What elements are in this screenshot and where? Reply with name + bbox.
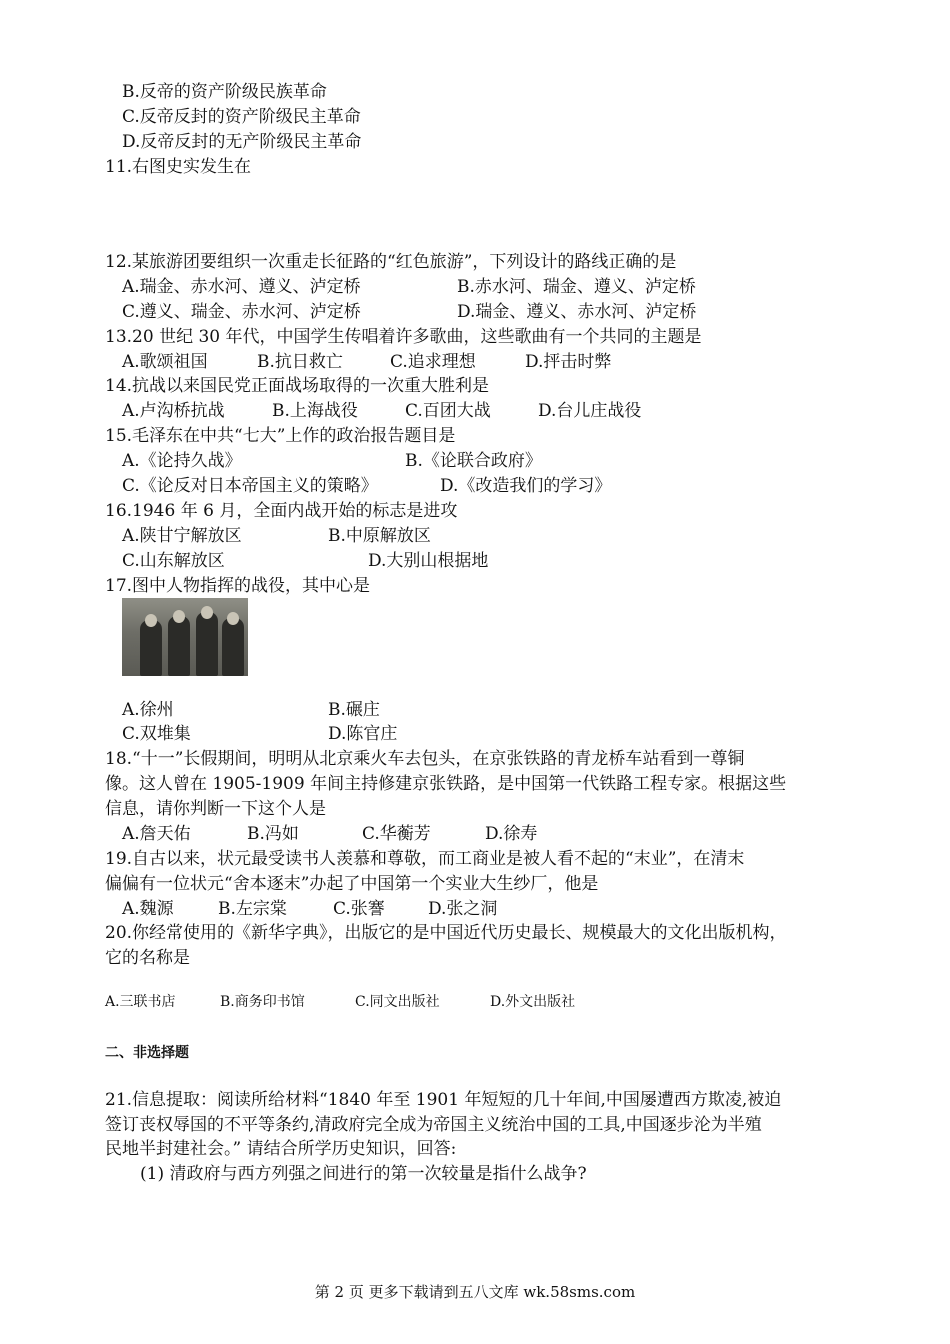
q16-stem: 16.1946 年 6 月，全面内战开始的标志是进攻 <box>105 501 458 521</box>
photo-figure <box>222 618 244 676</box>
q10-option-b: B.反帝的资产阶级民族革命 <box>122 82 327 102</box>
q20-option-a: A.三联书店 <box>105 994 176 1010</box>
q14-option-a: A.卢沟桥抗战 <box>122 401 225 421</box>
section-heading: 二、非选择题 <box>105 1045 189 1061</box>
q16-option-a: A.陕甘宁解放区 <box>122 526 242 546</box>
q19-option-a: A.魏源 <box>122 899 174 919</box>
q17-option-a: A.徐州 <box>122 700 174 720</box>
q14-stem: 14.抗战以来国民党正面战场取得的一次重大胜利是 <box>105 376 490 396</box>
q18-line3: 信息，请你判断一下这个人是 <box>105 799 326 819</box>
q15-option-d: D.《改造我们的学习》 <box>440 476 612 496</box>
photo-head <box>145 614 157 627</box>
photo-figure <box>168 616 190 676</box>
q19-line2: 偏偏有一位状元“舍本逐末”办起了中国第一个实业大生纱厂，他是 <box>105 874 599 894</box>
q18-option-a: A.詹天佑 <box>122 824 191 844</box>
q12-option-d: D.瑞金、遵义、赤水河、泸定桥 <box>457 302 697 322</box>
photo-head <box>173 610 185 623</box>
q12-option-a: A.瑞金、赤水河、遵义、泸定桥 <box>122 277 361 297</box>
q20-line2: 它的名称是 <box>105 948 190 968</box>
commanders-photo <box>122 598 248 676</box>
q20-option-d: D.外文出版社 <box>490 994 576 1010</box>
q17-option-d: D.陈官庄 <box>328 724 398 744</box>
q20-option-b: B.商务印书馆 <box>220 994 305 1010</box>
q17-option-c: C.双堆集 <box>122 724 191 744</box>
q21-line1: 21.信息提取：阅读所给材料“1840 年至 1901 年短短的几十年间,中国屡遭西方欺凌,被迫 <box>105 1090 782 1110</box>
q21-sub1: (1) 清政府与西方列强之间进行的第一次较量是指什么战争? <box>140 1164 587 1184</box>
q10-option-c: C.反帝反封的资产阶级民主革命 <box>122 107 361 127</box>
q15-option-b: B.《论联合政府》 <box>405 451 542 471</box>
q14-option-c: C.百团大战 <box>405 401 491 421</box>
q21-line3: 民地半封建社会。” 请结合所学历史知识，回答: <box>105 1139 457 1159</box>
q15-option-c: C.《论反对日本帝国主义的策略》 <box>122 476 378 496</box>
photo-figure <box>196 612 218 676</box>
q18-option-c: C.华蘅芳 <box>362 824 431 844</box>
q20-line1: 20.你经常使用的《新华字典》，出版它的是中国近代历史最长、规模最大的文化出版机构， <box>105 923 787 943</box>
q18-option-d: D.徐寿 <box>485 824 538 844</box>
q13-option-a: A.歌颂祖国 <box>122 352 208 372</box>
q17-option-b: B.碾庄 <box>328 700 380 720</box>
photo-head <box>227 612 239 625</box>
q19-option-d: D.张之洞 <box>428 899 498 919</box>
q19-option-b: B.左宗棠 <box>218 899 287 919</box>
q16-option-c: C.山东解放区 <box>122 551 225 571</box>
q16-option-b: B.中原解放区 <box>328 526 431 546</box>
q14-option-d: D.台儿庄战役 <box>538 401 642 421</box>
q21-line2: 签订丧权辱国的不平等条约,清政府完全成为帝国主义统治中国的工具,中国逐步沦为半殖 <box>105 1115 762 1135</box>
q12-option-c: C.遵义、瑞金、赤水河、泸定桥 <box>122 302 361 322</box>
q13-option-b: B.抗日救亡 <box>257 352 343 372</box>
q20-option-c: C.同文出版社 <box>355 994 440 1010</box>
q12-option-b: B.赤水河、瑞金、遵义、泸定桥 <box>457 277 696 297</box>
q13-option-c: C.追求理想 <box>390 352 476 372</box>
q17-stem: 17.图中人物指挥的战役，其中心是 <box>105 576 371 596</box>
q18-line1: 18.“十一”长假期间，明明从北京乘火车去包头，在京张铁路的青龙桥车站看到一尊铜 <box>105 749 745 769</box>
q16-option-d: D.大别山根据地 <box>368 551 489 571</box>
q14-option-b: B.上海战役 <box>272 401 358 421</box>
q11-stem: 11.右图史实发生在 <box>105 157 252 177</box>
q18-option-b: B.冯如 <box>247 824 299 844</box>
photo-figure <box>140 620 162 676</box>
q15-option-a: A.《论持久战》 <box>122 451 242 471</box>
q19-option-c: C.张謇 <box>333 899 385 919</box>
q10-option-d: D.反帝反封的无产阶级民主革命 <box>122 132 362 152</box>
q19-line1: 19.自古以来，状元最受读书人羡慕和尊敬，而工商业是被人看不起的“末业”，在清末 <box>105 849 745 869</box>
photo-head <box>201 606 213 619</box>
page-footer: 第 2 页 更多下载请到五八文库 wk.58sms.com <box>314 1283 636 1301</box>
q12-stem: 12.某旅游团要组织一次重走长征路的“红色旅游”，下列设计的路线正确的是 <box>105 252 677 272</box>
q13-stem: 13.20 世纪 30 年代，中国学生传唱着许多歌曲，这些歌曲有一个共同的主题是 <box>105 327 702 347</box>
q15-stem: 15.毛泽东在中共“七大”上作的政治报告题目是 <box>105 426 456 446</box>
q13-option-d: D.抨击时弊 <box>525 352 612 372</box>
q18-line2: 像。这人曾在 1905-1909 年间主持修建京张铁路，是中国第一代铁路工程专家。根据这些 <box>105 774 787 794</box>
